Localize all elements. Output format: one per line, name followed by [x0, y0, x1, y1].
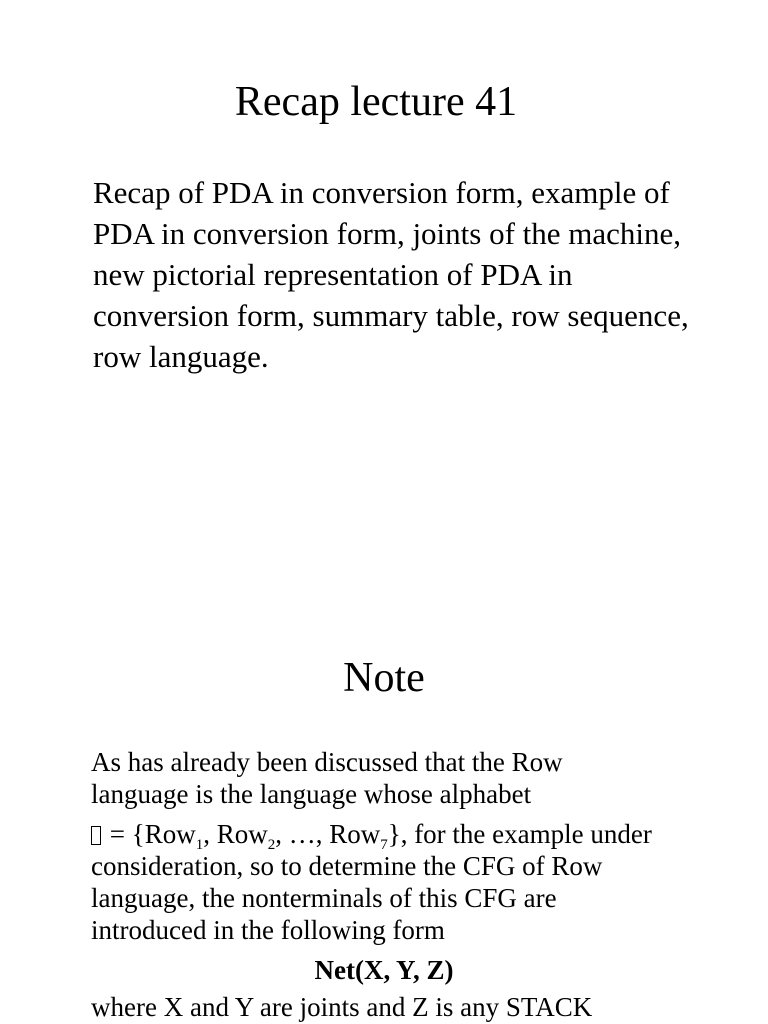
alphabet-suffix: }, for the example under [387, 819, 652, 849]
text-line: language, the nonterminals of this CFG are [91, 883, 557, 913]
row-symbol: Row [144, 819, 196, 849]
note-paragraph [91, 746, 731, 810]
row-subscript: 1 [195, 837, 204, 853]
row-subscript: 7 [380, 837, 388, 853]
alphabet-line [91, 818, 731, 853]
note-paragraph [91, 818, 731, 946]
slide-note [0, 512, 768, 1024]
alphabet-prefix: = { [103, 819, 145, 849]
row-symbol: Row [216, 819, 268, 849]
text-line: introduced in the following form [91, 915, 445, 945]
text-line: language is the language whose alphabet [91, 779, 532, 809]
slide-body: Recap of PDA in conversion form, example of PDA in conversion form, joints of the machine, new pictorial representation of PDA in conversion form, summary table, row sequence, row language. [93, 175, 689, 374]
row-subscript: 2 [267, 837, 276, 853]
separator: , [203, 819, 217, 849]
text-line: As has already been discussed that the Row [91, 747, 563, 777]
slide-title: Note [343, 655, 425, 701]
row-symbol: Row [329, 819, 381, 849]
missing-glyph-icon [91, 826, 101, 845]
slide-title: Recap lecture 41 [234, 79, 518, 125]
nonterminal-formula: Net(X, Y, Z) [314, 955, 454, 985]
text-line: where X and Y are joints and Z is any STACK [91, 992, 593, 1022]
text-line: consideration, so to determine the CFG of Row [91, 851, 603, 881]
separator: , …, [275, 819, 330, 849]
note-paragraph [91, 991, 731, 1023]
